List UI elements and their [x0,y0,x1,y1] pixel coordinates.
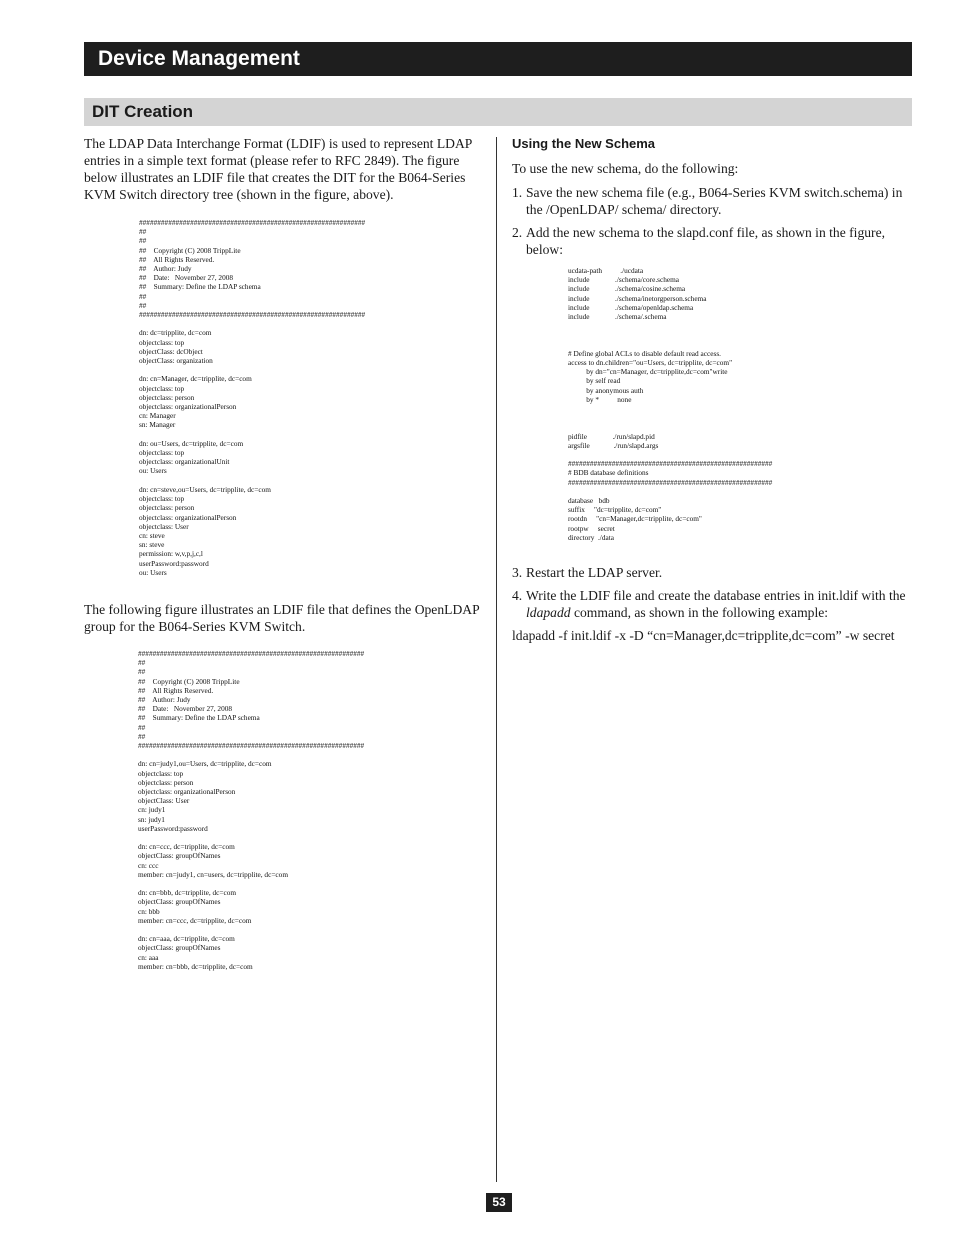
step-1-text: Save the new schema file (e.g., B064-Series KVM switch.schema) in the /OpenLDAP/ schema/ directory. [526,185,903,217]
slapd-conf-figure: ucdata-path ./ucdata include ./schema/core.schema include ./schema/cosine.schema include ./schema/inetorgperson.schema include ./schema/openldap.schema include ./schema/.schema # Define global ACLs to disable default read access. access to dn.children="ou=Users, dc=tripplite, dc=com" by dn="cn=Manager, dc=tripplite,dc=com"write by self read by anonymous auth by * none pidfile ./run/slapd.pid argsfile ./run/slapd.args ######################################################## # BDB database definitions ######################################################## database bdb suffix "dc=tripplite, dc=com" rootdn "cn=Manager,dc=tripplite, dc=com" rootpw secret directory ./data [568,266,773,542]
step-1 [512,184,908,218]
step-3-text: Restart the LDAP server. [526,565,663,581]
ldapadd-command-name: ldapadd [526,605,571,621]
step-2-number: 2. [512,225,523,240]
step-4-text-post: command, as shown in the following example: [570,605,829,621]
section-title: DIT Creation [92,102,194,121]
ldif-intro-paragraph: The LDAP Data Interchange Format (LDIF) is used to represent LDAP entries in a simple text format (please refer to RFC 2849). The figure below illustrates an LDIF file that creates the DIT for the B064-Series KVM Switch directory tree (shown in the figure, above). [84,136,472,202]
right-column [512,135,908,644]
section-title-bar [84,98,912,126]
schema-intro: To use the new schema, do the following: [512,161,739,176]
step-1-number: 1. [512,185,523,200]
schema-subheading: Using the New Schema [512,136,656,151]
step-4-number: 4. [512,588,523,604]
left-column [84,135,486,971]
step-4 [512,587,908,621]
ldif-group-paragraph: The following figure illustrates an LDIF file that defines the OpenLDAP group for the B064-Series KVM Switch. [84,601,480,634]
ldif-dit-figure: ############################################################## ## ## ## Copyright (C) 2008 TrippLite ## All Rights Reserved. ## Author: Judy ## Date: November 27, 2008 ## Summary: Define the LDAP schema ## ## ############################################################## dn: dc=tripplite, dc=com objectclass: top objectClass: dcObject objectClass: organization dn: cn=Manager, dc=tripplite, dc=com objectclass: top objectclass: person objectclass: organizationalPerson cn: Manager sn: Manager dn: ou=Users, dc=tripplite, dc=com objectclass: top objectclass: organizationalUnit ou: Users dn: cn=steve,ou=Users, dc=tripplite, dc=com objectclass: top objectclass: person objectclass: organizationalPerson objectclass: User cn: steve sn: steve permission: w,v,p,j,c,l userPassword:password ou: Users [139,218,366,577]
page-number: 53 [486,1193,512,1212]
chapter-title-bar [84,42,912,76]
chapter-title: Device Management [98,47,300,70]
step-2-text: Add the new schema to the slapd.conf file, as shown in the figure, below: [526,225,886,257]
ldapadd-command-example: ldapadd -f init.ldif -x -D “cn=Manager,dc=tripplite,dc=com” -w secret [512,628,895,644]
step-2 [512,224,908,258]
step-3-number: 3. [512,565,523,581]
ldif-group-figure: ############################################################## ## ## ## Copyright (C) 2008 TrippLite ## All Rights Reserved. ## Author: Judy ## Date: November 27, 2008 ## Summary: Define the LDAP schema ## ## ############################################################## dn: cn=judy1,ou=Users, dc=tripplite, dc=com objectclass: top objectclass: person objectclass: organizationalPerson objectClass: User cn: judy1 sn: judy1 userPassword:password dn: cn=ccc, dc=tripplite, dc=com objectClass: groupOfNames cn: ccc member: cn=judy1, cn=users, dc=tripplite, dc=com dn: cn=bbb, dc=tripplite, dc=com objectClass: groupOfNames cn: bbb member: cn=ccc, dc=tripplite, dc=com dn: cn=aaa, dc=tripplite, dc=com objectClass: groupOfNames cn: aaa member: cn=bbb, dc=tripplite, dc=com [138,648,365,971]
column-divider [496,137,497,1182]
step-3 [512,564,908,581]
step-4-text-pre: Write the LDIF file and create the database entries in init.ldif with the [526,588,906,604]
